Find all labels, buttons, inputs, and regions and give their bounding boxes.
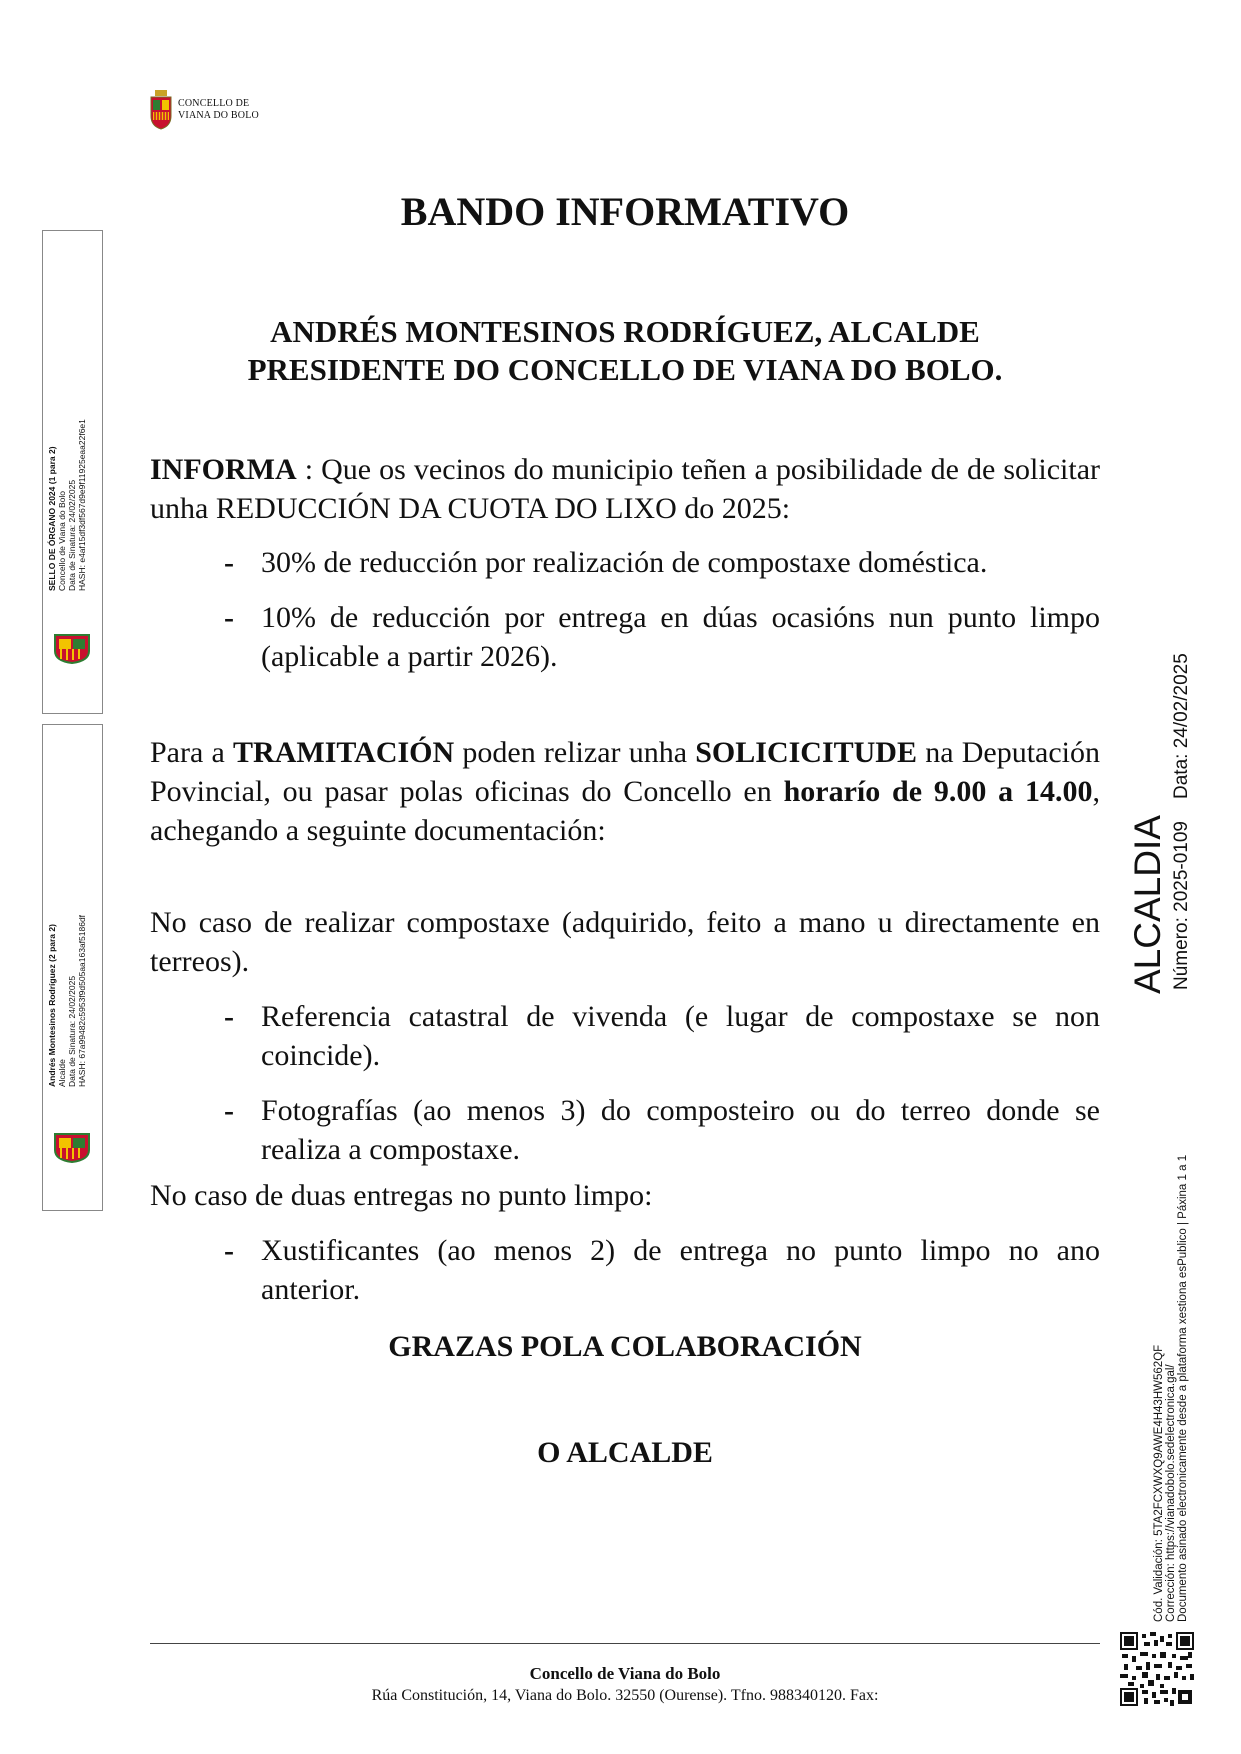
coat-of-arms-icon [150, 90, 172, 130]
list-item: - 30% de reducción por realización de compostaxe doméstica. [224, 546, 988, 579]
compostaxe-intro: No caso de realizar compostaxe (adquirido, feito a mano u directamente en terreos). [150, 906, 1100, 978]
informa-section [150, 450, 1100, 676]
stamp-department: ALCALDIA [1127, 815, 1168, 994]
stamp-number-date: Número: 2025-0109Data: 24/02/2025 [1171, 653, 1192, 990]
punto-limpo-intro: No caso de duas entregas no punto limpo: [150, 1179, 653, 1212]
header-logo [150, 90, 259, 130]
list-item: - Fotografías (ao menos 3) do composteiro ou do terreo donde se realiza a compostaxe. [224, 1094, 1100, 1166]
footer-address: Rúa Constitución, 14, Viana do Bolo. 32550 (Ourense). Tfno. 988340120. Fax: [371, 1687, 879, 1704]
list-item: - Xustificantes (ao menos 2) de entrega no punto limpo no ano anterior. [224, 1234, 1100, 1306]
tramitacion-paragraph: Para a TRAMITACIÓN poden relizar unha SOLICICITUDE na Deputación Povincial, ou pasar polas oficinas do Concello en horarío de 9.00 a 14.00, achegando a seguinte documentación: [150, 736, 1100, 847]
mayor-heading: ANDRÉS MONTESINOS RODRÍGUEZ, ALCALDE PRESIDENTE DO CONCELLO DE VIANA DO BOLO. [247, 314, 1003, 387]
signature-block: Andrés Montesinos Rodríguez (2 para 2) Alcalde Data de Sinatura: 24/02/2025 HASH: 67a99482c5953f9d505aa163af5186df [47, 914, 87, 1087]
list-item: - Referencia catastral de vivenda (e lugar de compostaxe se non coincide). [224, 1000, 1100, 1072]
signature-box-2 [42, 724, 103, 1211]
crest-icon [51, 1130, 93, 1164]
footer-org-name: Concello de Viana do Bolo [529, 1664, 721, 1683]
signature-block: SELLO DE ÓRGANO 2024 (1 para 2) Concello de Viana do Bolo Data de Sinatura: 24/02/2025 HASH: e4af15df3df567d9e9f11925eaa22f6e1 [47, 419, 87, 591]
qr-code-icon [1120, 1632, 1194, 1706]
informa-paragraph: INFORMA : Que os vecinos do municipio teñen a posibilidade de de solicitar unha REDUCCIÓN DA CUOTA DO LIXO do 2025: [150, 453, 1100, 525]
signature-line: O ALCALDE [537, 1436, 713, 1469]
thanks-line: GRAZAS POLA COLABORACIÓN [388, 1330, 862, 1363]
validation-block: Cód. Validación: 5TA2FCXWXQ9AWE4H43HW562QF Corrección: https://vianadobolo.sedelectronica.gal/ Documento asinado electronicamente desde a plataforma xestiona esPublico | Páxina 1 a 1 [1153, 1154, 1189, 1622]
crest-icon [51, 631, 93, 665]
org-name: CONCELLO DE VIANA DO BOLO [178, 98, 259, 121]
compostaxe-section [150, 903, 1100, 1309]
footer-divider [150, 1643, 1100, 1644]
signature-box-1 [42, 230, 103, 714]
page-title: BANDO INFORMATIVO [400, 189, 850, 234]
list-item: - 10% de reducción por entrega en dúas ocasións nun punto limpo (aplicable a partir 2026). [224, 601, 1100, 673]
